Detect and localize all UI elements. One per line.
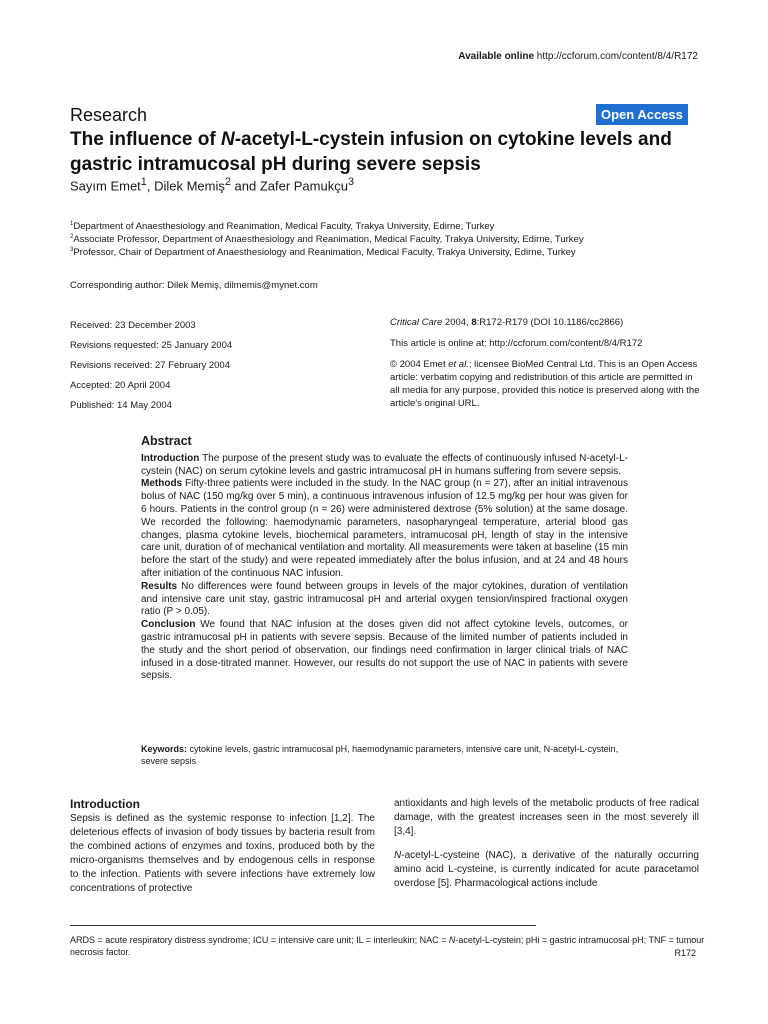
footnote-italic: N bbox=[448, 935, 456, 945]
article-url[interactable]: http://ccforum.com/content/8/4/R172 bbox=[536, 51, 698, 62]
citation-block bbox=[390, 316, 700, 418]
abstract-introduction bbox=[141, 453, 628, 479]
abstract-conclusion bbox=[141, 619, 628, 683]
abstract-methods-label: Methods bbox=[141, 478, 183, 490]
keywords-text: cytokine levels, gastric intramucosal pH, haemodynamic parameters, intensive care unit, N-acetyl-L-cystein, severe sepsis bbox=[141, 744, 619, 766]
date-revisions-requested: Revisions requested: 25 January 2004 bbox=[70, 340, 233, 351]
date-received: Received: 23 December 2003 bbox=[70, 320, 196, 331]
body-text: -acetyl-L-cysteine (NAC), a derivative of the naturally occurring amino acid L-cysteine, is currently indicated for acute paracetamol overdose [5]. Pharmacological actions include bbox=[394, 850, 699, 889]
abstract-heading: Abstract bbox=[141, 434, 192, 448]
corresponding-author: Corresponding author: Dilek Memiş, dilmemis@mynet.com bbox=[70, 280, 318, 291]
footnote-pre: ARDS = acute respiratory distress syndrome; ICU = intensive care unit; IL = interleukin; NAC = bbox=[70, 935, 449, 945]
affiliation-sup: 2 bbox=[70, 234, 74, 240]
author-list bbox=[70, 176, 354, 193]
abstract-results-label: Results bbox=[141, 580, 178, 592]
abstract-results bbox=[141, 581, 628, 619]
article-dates bbox=[70, 316, 232, 416]
journal-name: Critical Care bbox=[390, 317, 443, 328]
body-column-left bbox=[70, 797, 375, 906]
copyright-notice bbox=[390, 358, 700, 410]
section-label: Research bbox=[70, 105, 148, 125]
abstract-conclusion-label: Conclusion bbox=[141, 619, 196, 631]
availability-line bbox=[458, 51, 698, 62]
article-title bbox=[70, 127, 710, 177]
footnote-post: -acetyl-L-cystein; pHi = gastric intramucosal pH; TNF = tumour necrosis factor. bbox=[70, 935, 705, 957]
title-part2: -acetyl-L-cystein infusion on cytokine levels and gastric intramucosal pH during severe sepsis bbox=[70, 129, 672, 175]
body-paragraph bbox=[394, 849, 699, 891]
date-revisions-received: Revisions received: 27 February 2004 bbox=[70, 360, 231, 371]
abstract-results-text: No differences were found between groups in levels of the major cytokines, duration of ventilation and intensive care unit stay, gastric intramucosal pH and arterial oxygen tension/inspired fractional oxygen ratio (P > 0.05). bbox=[141, 580, 628, 618]
body-column-right bbox=[394, 797, 699, 901]
affiliation-text: Associate Professor, Department of Anaesthesiology and Reanimation, Medical Faculty, Trakya University, Edirne, Turkey bbox=[73, 234, 584, 246]
affiliation-sup: 1 bbox=[70, 221, 74, 227]
author: Dilek Memiş bbox=[154, 178, 225, 194]
author: Sayım Emet bbox=[70, 178, 141, 194]
body-paragraph: Sepsis is defined as the systemic response to infection [1,2]. The deleterious effects of invasion of body tissues by bacteria result from the combined actions of enzymes and toxins, produced both by the micro-organisms themselves and by endogenous cells in response to the infection. Patients with severe infections have extremely low concentrations of protective bbox=[70, 813, 375, 894]
body-paragraph: antioxidants and high levels of the metabolic products of free radical damage, with the greatest increases seen in the most severely ill [3,4]. bbox=[394, 798, 699, 837]
abstract-intro-text: The purpose of the present study was to evaluate the effects of continuously infused N-acetyl-L-cystein (NAC) on serum cytokine levels and gastric intramucosal pH in humans suffering from severe sepsis. bbox=[141, 452, 628, 477]
page-number: R172 bbox=[674, 948, 696, 958]
title-part1: The influence of bbox=[70, 129, 221, 150]
available-online-label: Available online bbox=[458, 51, 535, 62]
footnote-divider bbox=[70, 925, 536, 926]
abstract-intro-label: Introduction bbox=[141, 452, 200, 464]
author-separator: , bbox=[146, 178, 155, 194]
affiliation-sup: 3 bbox=[70, 247, 74, 253]
title-italic: N bbox=[220, 129, 235, 150]
affiliation-text: Professor, Chair of Department of Anaesthesiology and Reanimation, Medical Faculty, Trakya University, Edirne, Turkey bbox=[73, 247, 576, 259]
citation-line bbox=[390, 316, 700, 329]
keywords-label: Keywords: bbox=[141, 744, 188, 754]
open-access-badge: Open Access bbox=[596, 104, 688, 125]
abstract bbox=[141, 435, 628, 683]
affiliation bbox=[70, 244, 576, 259]
introduction-heading: Introduction bbox=[70, 797, 140, 811]
online-line: This article is online at: http://ccforum.com/content/8/4/R172 bbox=[390, 338, 643, 349]
author-sup: 3 bbox=[347, 176, 354, 188]
author: Zafer Pamukçu bbox=[259, 178, 348, 194]
copyright-pre: © 2004 Emet bbox=[390, 359, 449, 370]
citation-year: 2004, bbox=[442, 317, 472, 328]
author-sup: 2 bbox=[224, 176, 231, 188]
date-published: Published: 14 May 2004 bbox=[70, 400, 172, 411]
author-separator: and bbox=[230, 178, 260, 194]
citation-pages: :R172-R179 (DOI 10.1186/cc2866) bbox=[476, 317, 624, 328]
abbreviations-footnote bbox=[70, 934, 710, 958]
affiliation-text: Department of Anaesthesiology and Reanimation, Medical Faculty, Trakya University, Edirne, Turkey bbox=[73, 221, 495, 233]
body-italic: N bbox=[394, 850, 402, 861]
abstract-methods bbox=[141, 478, 628, 580]
abstract-methods-text: Fifty-three patients were included in the study. In the NAC group (n = 27), after an initial intravenous bolus of NAC (150 mg/kg over 5 min), a continuous intravenous infusion of 12.5 mg/kg per hour was given for 6 hours. Patients in the control group (n = 26) were administered dextrose (5% solution) at the same dosage. We recorded the following: haemodynamic parameters, nasopharyngeal temperature, arterial blood gas changes, plasma cytokine levels, biochemical parameters, intramucosal pH, length of stay in the intensive care unit, duration of of mechanical ventilation and mortality. All measurements were taken at baseline (15 min before the start of the study) and were repeated immediately after the bolus infusion, and at 24 and 48 hours after initiation of the continuous NAC infusion. bbox=[141, 478, 628, 579]
citation-volume: 8 bbox=[471, 317, 477, 328]
date-accepted: Accepted: 20 April 2004 bbox=[70, 380, 171, 391]
abstract-conclusion-text: We found that NAC infusion at the doses given did not affect cytokine levels, outcomes, or gastric intramucosal pH in patients with severe sepsis. Because of the limited number of patients included in the study and the short period of observation, our findings need confirmation in larger clinical trials of NAC infused in a dose-titrated manner. However, our results do not support the use of NAC in patients with severe sepsis. bbox=[141, 619, 628, 682]
keywords bbox=[141, 743, 628, 767]
copyright-post: ; licensee BioMed Central Ltd. This is an Open Access article: verbatim copying and redistribution of this article are permitted in all media for any purpose, provided this notice is preserved along with the article's original URL. bbox=[390, 359, 700, 409]
author-sup: 1 bbox=[140, 176, 147, 188]
copyright-italic: et al. bbox=[448, 359, 469, 370]
